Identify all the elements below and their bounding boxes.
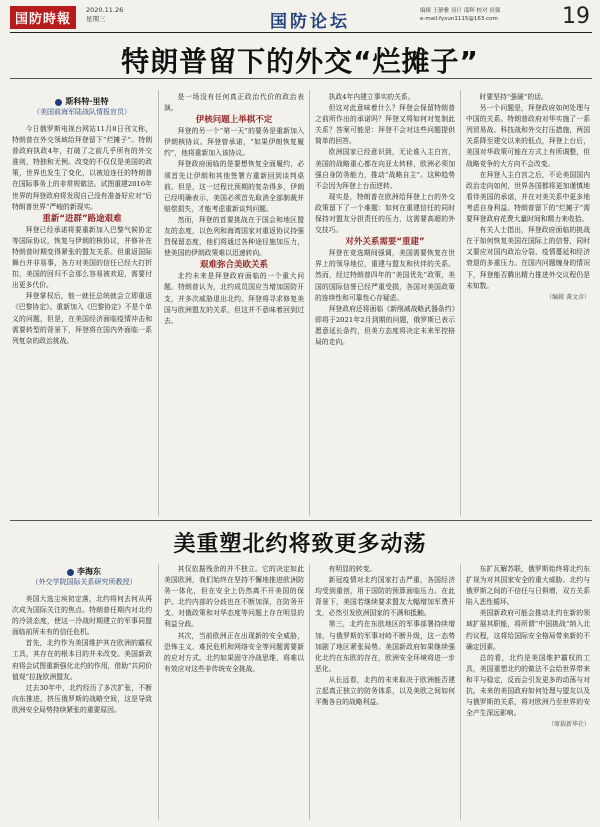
paragraph: 现实是，特朗普在欧洲给拜登上台的外交政策留下了一个难题：如何在重建信任的同时保持对盟友分担责任的压力，这需要高超的外交技巧。: [315, 192, 455, 235]
paragraph: 拜登政府面临的是要想恢复全面履约，必须首先让伊朗和其他签署方重新回到谈判桌前。但是，这一过程比预期的复杂得多，伊朗已经明确表示，美国必须首先取消全部制裁并赔偿损失，才能考虑重新谈判问题。: [164, 160, 304, 213]
subheading: 伊核问题上举棋不定: [195, 115, 273, 126]
article1-column-4: [466, 92, 590, 516]
paragraph: 总的看，北约是美国维护霸权的工具，美国重塑北约的做法不会给世界带来和平与稳定，反而会引发更多的动荡与对抗。未来的美国政府如何处理与盟友以及与俄罗斯的关系，将对欧洲乃至世界的安全产生深远影响。: [466, 653, 590, 718]
article1-column-1: [12, 124, 152, 516]
paragraph: 拜登的另一个“第一天”的要务是重新加入伊朗核协议。拜登曾承诺，“如果伊朗恢复履约”，他将重新加入该协议。: [164, 127, 304, 158]
paragraph: 执政4年内建立事实的关系。: [328, 93, 415, 101]
page-number: 19: [562, 4, 590, 29]
editor-credits: [420, 7, 500, 23]
column-divider: [309, 90, 310, 516]
article-separator: [10, 520, 592, 521]
article1-column-3: [315, 92, 455, 516]
subheading: 对外关系需要“重建”: [345, 237, 425, 248]
paragraph: 拜登政府还将面临《新削减战略武器条约》即将于2021年2月到期的问题，俄罗斯已表示愿意延长条约，但美方态度将决定未来军控格局的走向。: [315, 304, 455, 346]
column-divider: [460, 564, 461, 820]
paragraph: 东扩瓦解苏联，俄罗斯始终将北约东扩视为对其国家安全的重大威胁。北约与俄罗斯之间的不信任与日俱增，双方关系陷入恶性循环。: [466, 565, 590, 607]
headline-rule: [10, 78, 592, 79]
paragraph: 有明显的转变。: [328, 565, 377, 573]
subheading: 艰难弥合美欧关系: [199, 260, 268, 271]
article1-column-2: [164, 92, 304, 516]
masthead: [10, 4, 592, 33]
paragraph: 首先，北约作为美国维护其在欧洲的霸权工具，其存在的根本目的并未改变。美国新政府将会试图重新强化北约的作用，借助“共同价值观”拉拢欧洲盟友。: [12, 639, 152, 681]
article2-author: 李海东: [77, 567, 101, 576]
paragraph: 其仅依据残余的并不独立。它的决定如此美国欧洲，我们始终在坚持不懈地推进欧洲防务一体化，但在安全上仍然离不开美国的保护。北约内部的分歧也在不断加深，在防务开支、对俄政策和对华态度等问题上存在明显的利益分歧。: [164, 565, 304, 629]
paragraph: 是一场没有任何真正政治代价的政治表演。: [164, 93, 304, 113]
article2-column-4: [466, 564, 590, 820]
paragraph: 美国新政府可能会推动北约在新的领域扩展其职能，将所谓“中国挑战”纳入北约议程，这将给国际安全格局带来新的不确定因素。: [466, 609, 590, 651]
paragraph: 北约未来是拜登政府面临的一个重大问题。特朗普认为，北约成员国应当增加国防开支，并多次威胁退出北约。拜登将寻求修复美国与欧洲盟友的关系，但这并不意味着回到过去。: [164, 272, 304, 325]
paragraph: 拜登掌权后，他一就任总统就会立即重返《巴黎协定》。重新加入《巴黎协定》不是个单义的问题，但是，在美国经济面临疫情冲击和需要转型的背景下，拜登将在国内外面临一系列复杂的政治挑战。: [12, 292, 152, 345]
paragraph: 但这对此意味着什么？拜登会保留特朗普之前所作出的承诺吗？拜登又将如何对复制此关系？答案可能是：拜登不会对这些问题提供简单的回答。: [315, 104, 455, 146]
paragraph: 其次，当前欧洲正在出现新的安全威胁，恐怖主义、难民危机和网络安全等问题需要新的应对方式。北约如果固守冷战思维，将难以有效应对这些非传统安全挑战。: [164, 631, 304, 673]
paragraph: 过去30年中，北约经历了多次扩张，不断向东推进，挤压俄罗斯的战略空间，这是导致欧洲安全局势持续紧张的重要原因。: [12, 683, 152, 714]
paragraph: 拜登已经承诺将要重新加入巴黎气候协定等国际协议，恢复与伊朗的核协议，并修补在特朗普时期变得紧张的盟友关系。但重返国际舞台并非易事，各方对美国的信任已经大打折扣，美国的回归不会那么容易被欢迎，需要付出更多代价。: [12, 225, 152, 290]
paragraph: 在拜登入主白宫之后，不论美国国内政治走向如何，世界各国都将更加谨慎地看待美国的承诺，并在对美关系中更多地考虑自身利益。特朗普留下的“烂摊子”需要拜登政府花费大量时间和精力来收拾。: [466, 170, 590, 224]
paragraph: 美国大选尘埃初定落，北约将何去何从再次成为国际关注的焦点。特朗普任期内对北约的冷淡态度，使这一冷战时期建立的军事同盟面临前所未有的信任危机。: [12, 595, 152, 637]
article1-affiliation: （美国前海军陆战队情报官员）: [33, 108, 131, 116]
section-title: 国防论坛: [270, 12, 350, 32]
paragraph: 今日俄罗斯电视台网站11月8日刊文称，特朗普在外交领域给拜登留下“烂摊子”。特朗普政府执政4年，打破了之前几乎所有的外交准则，特独和无例。改变的不仅仅是美国的政策，世界也发生了变化，以被迫连任的特朗普在国际事务上的非常规做法。试图重建2016年世界的拜登政府将发现自己没有准备好应对“后特朗普世界”严峻的新现实。: [12, 125, 152, 211]
column-divider: [158, 90, 159, 516]
paragraph: 第三，北约在东欧地区的军事部署持续增加，与俄罗斯的军事对峙不断升级，这一态势加剧了地区紧张局势。美国新政府如果继续强化北约在东欧的存在，欧洲安全环境将进一步恶化。: [315, 620, 455, 673]
article2-column-3: [315, 564, 455, 820]
article2-affiliation: （外交学院国际关系研究所教授）: [31, 578, 137, 586]
column-divider: [158, 564, 159, 820]
paragraph: 有关人士指出，拜登政府面临的挑战在于如何恢复美国在国际上的信誉，同时又要应对国内政治分裂、疫情蔓延和经济衰退的多重压力。在国内问题缠身的情况下，拜登能否腾出精力推进外交议程仍是未知数。: [466, 226, 590, 290]
article2-headline: 美重塑北约将致更多动荡: [173, 532, 427, 557]
subheading: 重新“进群”路途艰难: [42, 213, 122, 224]
editor-email: e-mail:fyxun1115@163.com: [420, 16, 498, 22]
paragraph: 然而，拜登的首要挑战在于国会和地区盟友的态度，以色列和海湾国家对重返协议持强烈保留态度，他们将通过各种途径施加压力，使美国的伊朗政策难以迅速转向。: [164, 215, 304, 258]
byline-dot-icon: [67, 569, 74, 576]
issue-date-block: [86, 6, 123, 24]
article2-byline: [22, 566, 146, 588]
article1-author: 斯科特·里特: [65, 97, 109, 106]
issue-date: 2020.11.26: [86, 6, 124, 14]
article1-byline: [22, 96, 142, 118]
article1-headline: 特朗普留下的外交“烂摊子”: [121, 45, 479, 78]
article2-column-1: [12, 594, 152, 820]
paragraph: 从长远看，北约的未来取决于欧洲能否建立起真正独立的防务体系，以及美欧之间如何平衡各自的战略利益。: [315, 675, 455, 707]
editor-names: 编辑 王静雅 设计 邵辉 校对 田强: [420, 8, 501, 14]
article-credit: （原载新华社）: [547, 721, 590, 729]
newspaper-logo: 国防時報: [10, 6, 76, 29]
paragraph: 欧洲国家已经意识到，无论谁入主白宫，美国的战略重心都在向亚太转移，欧洲必须加强自身防务能力，推动“战略自主”。这种趋势不会因为拜登上台而逆转。: [315, 148, 455, 190]
column-divider: [460, 90, 461, 516]
issue-weekday: 星期三: [86, 15, 106, 23]
paragraph: 新冠疫情对北约国家打击严重，各国经济均受到重创，用于国防的预算面临压力。在此背景下，美国若继续要求盟友大幅增加军费开支，必然引发欧洲国家的不满和抵触。: [315, 576, 455, 618]
byline-dot-icon: [55, 99, 62, 106]
column-divider: [309, 564, 310, 820]
article2-column-2: [164, 564, 304, 820]
paragraph: 拜登在竞选期间强调，美国需要恢复在世界上的领导地位，重建与盟友和伙伴的关系。然而，经过特朗普四年的“美国优先”政策，美国的国际信誉已经严重受损，各国对美国政策的连续性和可靠性心存疑虑。: [315, 249, 455, 302]
paragraph: 时要坚持“强硬”的话。: [479, 93, 548, 101]
paragraph: 另一个问题是，拜登政府如何处理与中国的关系。特朗普政府对华实施了一系列贸易战、科技战和外交打压措施，两国关系降至建交以来的低点，拜登上台后，美国对华政策可能在方式上有所调整，但战略竞争的大方向不会改变。: [466, 104, 590, 168]
article-credit: （编辑 龚文彦）: [546, 293, 590, 301]
